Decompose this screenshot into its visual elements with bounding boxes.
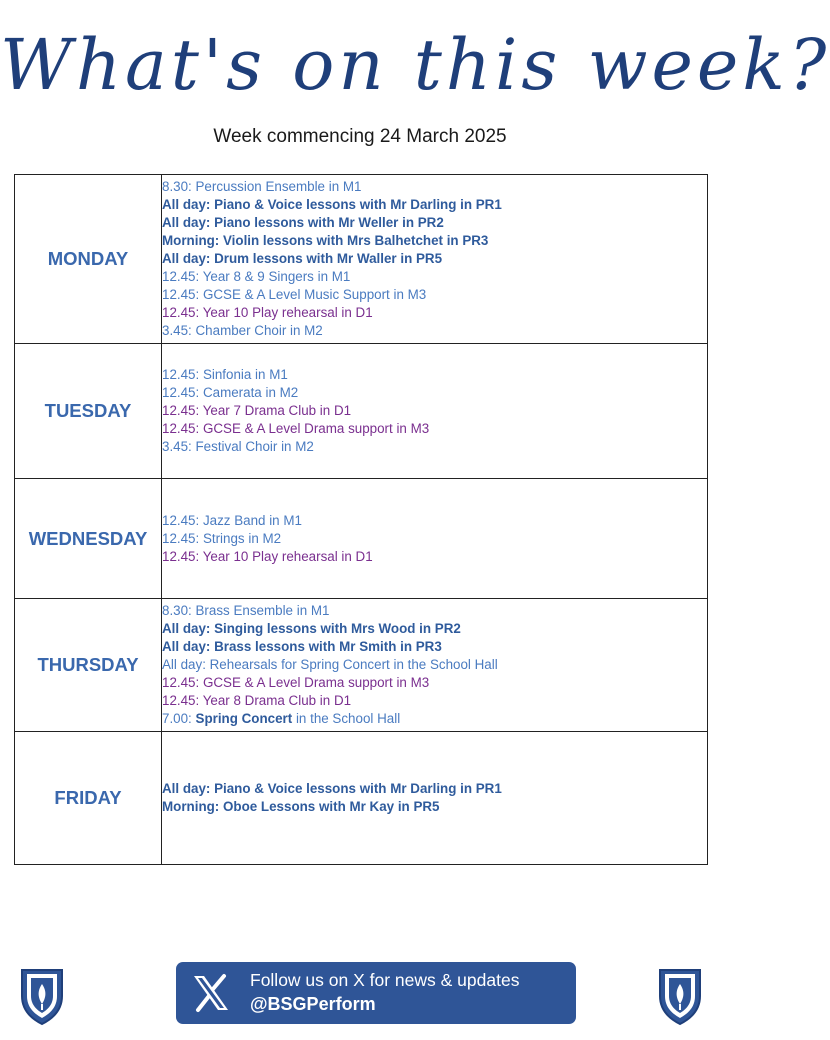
- event-item: 12.45: Year 7 Drama Club in D1: [162, 403, 352, 418]
- day-label: FRIDAY: [15, 732, 162, 865]
- event-item: 12.45: Year 8 Drama Club in D1: [162, 693, 352, 708]
- schedule-table: [14, 174, 708, 865]
- x-logo-icon: [190, 972, 232, 1014]
- event-highlight: Spring Concert: [195, 711, 293, 726]
- schedule-row-monday: [15, 175, 708, 344]
- day-label: TUESDAY: [15, 344, 162, 479]
- event-item: 12.45: Sinfonia in M1: [162, 367, 288, 382]
- day-events: [162, 344, 708, 479]
- day-events: [162, 479, 708, 599]
- school-crest-icon: [656, 966, 704, 1026]
- page-title: What's on this week?: [0, 24, 830, 106]
- school-crest-icon: [18, 966, 66, 1026]
- event-item: All day: Singing lessons with Mrs Wood in PR2: [162, 621, 461, 636]
- event-item: 12.45: Camerata in M2: [162, 385, 299, 400]
- day-label: MONDAY: [15, 175, 162, 344]
- event-item: 12.45: Strings in M2: [162, 530, 282, 546]
- event-item: 12.45: Jazz Band in M1: [162, 512, 302, 528]
- banner-follow-text: Follow us on X for news & updates: [250, 970, 520, 990]
- event-item: All day: Brass lessons with Mr Smith in PR3: [162, 639, 442, 654]
- event-item: All day: Piano lessons with Mr Weller in PR2: [162, 215, 444, 230]
- event-text: 7.00:: [162, 711, 196, 726]
- event-item: 3.45: Festival Choir in M2: [162, 439, 314, 454]
- schedule-row-tuesday: [15, 344, 708, 479]
- social-banner[interactable]: [176, 962, 576, 1024]
- event-item: Morning: Oboe Lessons with Mr Kay in PR5: [162, 799, 440, 814]
- event-item: All day: Drum lessons with Mr Waller in PR5: [162, 251, 443, 266]
- event-item: 12.45: GCSE & A Level Drama support in M3: [162, 675, 430, 690]
- event-item: 8.30: Brass Ensemble in M1: [162, 603, 330, 618]
- event-item: [162, 710, 707, 728]
- day-label: THURSDAY: [15, 599, 162, 732]
- schedule-row-friday: [15, 732, 708, 865]
- event-item: 12.45: GCSE & A Level Music Support in M3: [162, 287, 427, 302]
- event-item: Morning: Violin lessons with Mrs Balhetchet in PR3: [162, 233, 489, 248]
- event-text: in the School Hall: [292, 711, 401, 726]
- week-subtitle: Week commencing 24 March 2025: [213, 126, 507, 147]
- event-item: All day: Rehearsals for Spring Concert in the School Hall: [162, 657, 498, 672]
- event-item: 12.45: Year 10 Play rehearsal in D1: [162, 305, 373, 320]
- event-item: 3.45: Chamber Choir in M2: [162, 323, 323, 338]
- banner-handle[interactable]: @BSGPerform: [250, 994, 376, 1014]
- event-item: 12.45: GCSE & A Level Drama support in M3: [162, 421, 430, 436]
- event-item: 8.30: Percussion Ensemble in M1: [162, 179, 362, 194]
- schedule-row-wednesday: [15, 479, 708, 599]
- day-label: WEDNESDAY: [15, 479, 162, 599]
- event-item: All day: Piano & Voice lessons with Mr Darling in PR1: [162, 781, 502, 796]
- event-item: 12.45: Year 10 Play rehearsal in D1: [162, 548, 373, 564]
- day-events: [162, 175, 708, 344]
- event-item: All day: Piano & Voice lessons with Mr Darling in PR1: [162, 197, 502, 212]
- event-item: 12.45: Year 8 & 9 Singers in M1: [162, 269, 351, 284]
- day-events: [162, 732, 708, 865]
- day-events: [162, 599, 708, 732]
- schedule-row-thursday: [15, 599, 708, 732]
